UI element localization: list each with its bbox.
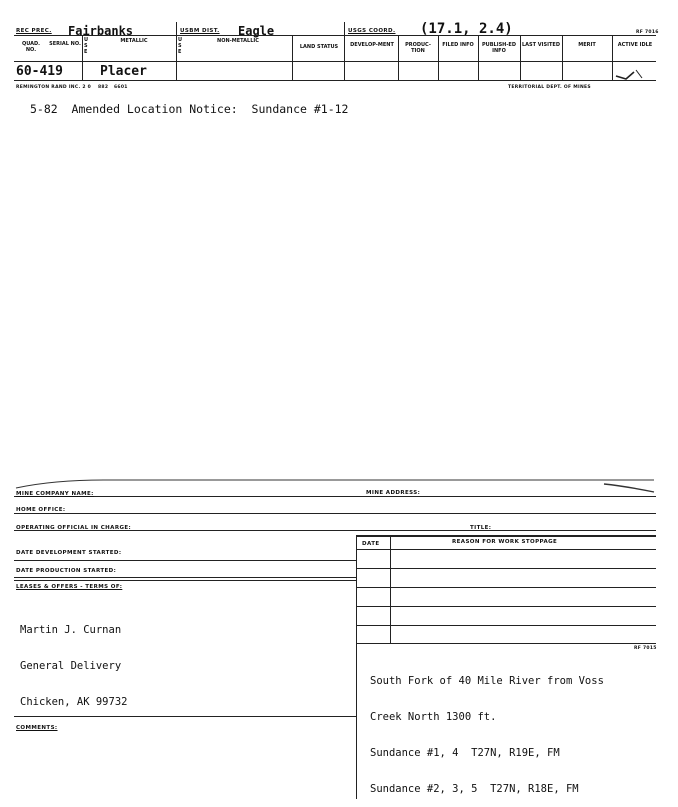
comments-label: COMMENTS: bbox=[16, 725, 58, 731]
owner-line-2: General Delivery bbox=[20, 660, 122, 672]
usbm-dist-label: USBM DIST. bbox=[180, 28, 220, 34]
rec-prec-label: REC PREC. bbox=[16, 28, 52, 34]
col-land-status: LAND STATUS bbox=[299, 44, 339, 50]
col-active-idle: ACTIVE IDLE bbox=[617, 42, 653, 48]
col-use-nonmetallic: U S E bbox=[178, 37, 183, 55]
owner-line-1: Martin J. Curnan bbox=[20, 624, 122, 636]
home-office-label: HOME OFFICE: bbox=[16, 507, 66, 513]
location-block bbox=[370, 651, 604, 807]
col-serial-no: SERIAL NO. bbox=[49, 41, 81, 47]
mine-company-name-label: MINE COMPANY NAME: bbox=[16, 491, 94, 497]
mine-address-label: MINE ADDRESS: bbox=[366, 490, 421, 496]
date-column-header: DATE bbox=[362, 541, 380, 547]
location-line-4: Sundance #2, 3, 5 T27N, R18E, FM bbox=[370, 783, 579, 795]
usgs-coord-value: (17.1, 2.4) bbox=[420, 21, 513, 37]
metallic-value: Placer bbox=[100, 64, 147, 79]
col-non-metallic: NON-METALLIC bbox=[217, 38, 259, 44]
form-code-top: RF 7016 bbox=[636, 30, 659, 35]
date-production-started-label: DATE PRODUCTION STARTED: bbox=[16, 568, 117, 574]
active-mark bbox=[612, 64, 652, 84]
reason-column-header: REASON FOR WORK STOPPAGE bbox=[452, 539, 558, 545]
col-quad-no: QUAD. NO. bbox=[21, 41, 41, 53]
quad-serial-value: 60-419 bbox=[16, 64, 63, 79]
col-last-visited: LAST VISITED bbox=[522, 42, 560, 48]
location-line-2: Creek North 1300 ft. bbox=[370, 711, 497, 723]
rec-prec-value: Fairbanks bbox=[68, 24, 134, 38]
col-use-metallic: U S E bbox=[84, 37, 89, 55]
notes-line: 5-82 Amended Location Notice: Sundance #1-12 bbox=[30, 102, 349, 116]
col-development: DEVELOP-MENT bbox=[350, 42, 394, 48]
col-metallic: METALLIC bbox=[120, 38, 148, 44]
usbm-dist-value: Eagle bbox=[238, 24, 275, 38]
col-production: PRODUC-TION bbox=[405, 42, 431, 54]
location-line-3: Sundance #1, 4 T27N, R19E, FM bbox=[370, 747, 560, 759]
printer-line-mid1: 882 bbox=[98, 85, 109, 90]
date-development-started-label: DATE DEVELOPMENT STARTED: bbox=[16, 550, 122, 556]
col-merit: MERIT bbox=[578, 42, 596, 48]
owner-line-3: Chicken, AK 99732 bbox=[20, 696, 128, 708]
location-line-1: South Fork of 40 Mile River from Voss bbox=[370, 675, 604, 687]
top-rule-stroke bbox=[14, 476, 664, 496]
owner-block bbox=[20, 600, 127, 720]
col-published-info: PUBLISH-ED INFO bbox=[481, 42, 516, 54]
printer-line-mid2: 6601 bbox=[114, 85, 128, 90]
printer-line-right: TERRITORIAL DEPT. OF MINES bbox=[508, 85, 591, 90]
usgs-coord-label: USGS COORD. bbox=[348, 28, 396, 34]
printer-line-left: REMINGTON RAND INC. 2 0 bbox=[16, 85, 92, 90]
operating-official-label: OPERATING OFFICIAL IN CHARGE: bbox=[16, 525, 132, 531]
title-label: TITLE: bbox=[470, 525, 492, 531]
col-filed-info: FILED INFO bbox=[442, 42, 474, 48]
leases-offers-label: LEASES & OFFERS - TERMS OF: bbox=[16, 584, 123, 590]
form-code-bottom: RF 7015 bbox=[634, 646, 657, 651]
